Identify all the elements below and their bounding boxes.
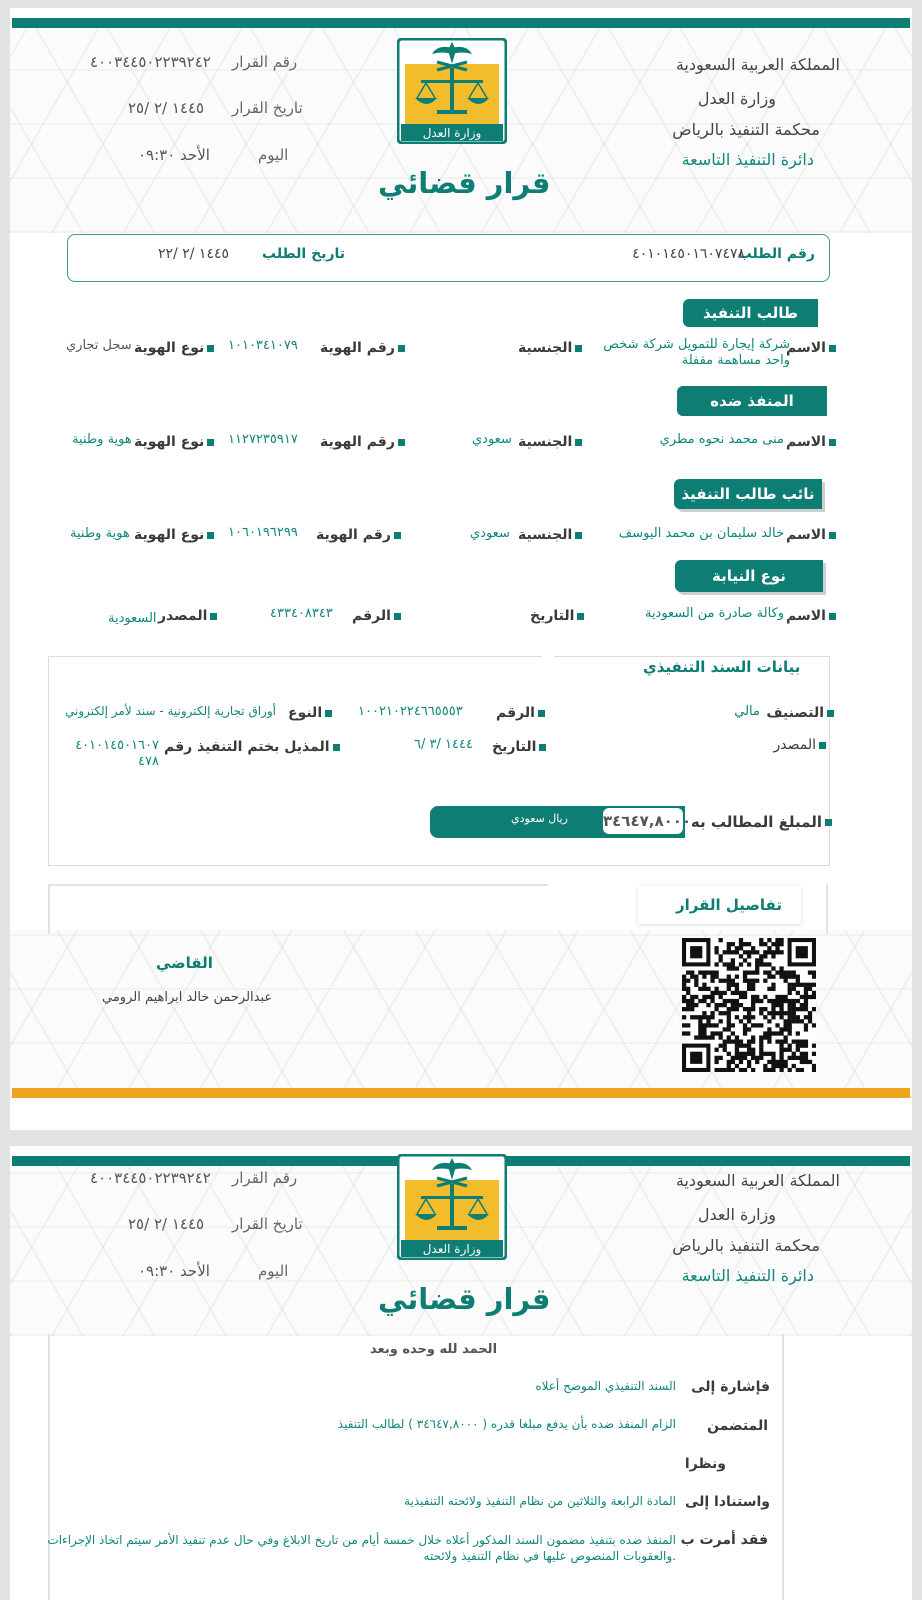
top-teal-bar <box>12 18 910 28</box>
deputy-nationality: سعودي <box>470 526 510 541</box>
ordered-label: فقد أمرت ب <box>680 1532 768 1548</box>
respondent-id-type-label: نوع الهوية <box>134 434 214 450</box>
circuit-name-2: دائرة التنفيذ التاسعة <box>681 1266 814 1285</box>
representation-source: السعودية <box>108 611 157 626</box>
day-label: اليوم <box>258 146 289 164</box>
bond-type: أوراق تجارية إلكترونية - سند لأمر إلكتروني <box>65 704 277 718</box>
country-name: المملكة العربية السعودية <box>675 55 840 74</box>
deputy-name: خالد سليمان بن محمد اليوسف <box>618 526 784 541</box>
representation-number: ٤٣٣٤٠٨٣٤٣ <box>270 606 333 621</box>
respondent-name-label: الاسم <box>786 434 836 450</box>
bond-section-title: بيانات السند التنفيذي <box>643 658 801 676</box>
bottom-orange-bar <box>12 1088 910 1098</box>
details-left-line <box>48 884 50 934</box>
request-number: ٤٠١٠١٤٥٠١٦٠٧٤٧٨ <box>632 246 745 262</box>
judge-label: القاضي <box>156 954 213 972</box>
details-title: تفاصيل القرار <box>676 896 782 914</box>
amount-currency: ريال سعودي <box>511 812 568 825</box>
page-title: قرار قضائي <box>378 166 551 200</box>
ministry-of-justice-logo-2 <box>397 1154 507 1260</box>
request-number-label: رقم الطلب <box>737 246 815 262</box>
day-value-2: الأحد ٠٩:٣٠ <box>138 1262 210 1280</box>
logo-text-2: وزارة العدل <box>422 1242 482 1256</box>
deputy-name-label: الاسم <box>786 527 836 543</box>
page-title-2: قرار قضائي <box>378 1282 551 1316</box>
tab-representation-type: نوع النيابة <box>675 560 823 592</box>
tab-respondent: المنفذ ضده <box>677 386 827 416</box>
decision-page-1 <box>10 8 912 1130</box>
representation-name-label: الاسم <box>786 608 836 624</box>
tab-applicant: طالب التنفيذ <box>683 299 818 327</box>
respondent-nationality: سعودي <box>472 432 512 447</box>
circuit-name: دائرة التنفيذ التاسعة <box>681 150 814 169</box>
country-name-2: المملكة العربية السعودية <box>675 1171 840 1190</box>
ministry-name: وزارة العدل <box>697 89 776 108</box>
amount-label: المبلغ المطالب به <box>691 813 832 831</box>
bond-class-label: التصنيف <box>766 705 834 721</box>
deputy-id: ١٠٦٠١٩٦٢٩٩ <box>228 525 298 540</box>
decision-number-label-2: رقم القرار <box>232 1169 298 1187</box>
decision-date-2: ١٤٤٥ /٢ /٢٥ <box>128 1215 205 1233</box>
applicant-name-label: الاسم <box>786 340 836 356</box>
applicant-id-type-label: نوع الهوية <box>134 340 214 356</box>
applicant-name: شركة إيجارة للتمويل شركة شخص واحد مساهمة مقفلة <box>603 337 790 368</box>
request-date: ١٤٤٥ /٢ /٢٢ <box>158 246 229 262</box>
applicant-id-label: رقم الهوية <box>320 340 405 356</box>
praise-text: الحمد لله وحده وبعد <box>370 1342 498 1357</box>
deputy-nationality-label: الجنسية <box>518 527 582 543</box>
respondent-id-type: هوية وطنية <box>72 432 132 447</box>
day-label-2: اليوم <box>258 1262 289 1280</box>
representation-number-label: الرقم <box>352 608 401 624</box>
amount-value: ٣٤٦٤٧,٨٠٠٠ <box>603 808 683 834</box>
bond-stamped-label: المذيل بختم التنفيذ رقم <box>164 739 340 755</box>
reference-text: السند التنفيذي الموضح أعلاه <box>535 1379 676 1393</box>
decision-number-2: ٤٠٠٣٤٤٥٠٢٢٣٩٢٤٢ <box>90 1169 211 1187</box>
bond-stamped-number: ٤٠١٠١٤٥٠١٦٠٧ ٤٧٨ <box>75 738 159 769</box>
day-value: الأحد ٠٩:٣٠ <box>138 146 210 164</box>
decision-number-label: رقم القرار <box>232 53 298 71</box>
ordered-text: المنفذ ضده بتنفيذ مضمون السند المذكور أعلاه خلال خمسة أيام من تاريخ الابلاغ وفي حال عدم تنفيذ الأمر سيتم اتخاذ الإجراءات والعقوبات المنصوص عليها في نظام التنفيذ ولائحته. <box>47 1533 676 1563</box>
includes-text: الزام المنفذ ضده بأن يدفع مبلغا قدره ( ٣٤٦٤٧,٨٠٠٠ ) لطالب التنفيذ <box>337 1417 676 1431</box>
deputy-id-type-label: نوع الهوية <box>134 527 214 543</box>
decision-date: ١٤٤٥ /٢ /٢٥ <box>128 99 205 117</box>
body-right-line <box>782 1334 784 1600</box>
ministry-name-2: وزارة العدل <box>697 1205 776 1224</box>
reference-label: فإشارة إلى <box>691 1379 770 1395</box>
includes-label: المتضمن <box>707 1418 768 1434</box>
ministry-of-justice-logo <box>397 38 507 144</box>
decision-number: ٤٠٠٣٤٤٥٠٢٢٣٩٢٤٢ <box>90 53 211 71</box>
applicant-id-type: سجل تجاري <box>66 338 132 353</box>
respondent-id-label: رقم الهوية <box>320 434 405 450</box>
details-right-line <box>826 884 828 934</box>
bond-number-label: الرقم <box>496 705 545 721</box>
qr-code <box>682 938 816 1072</box>
bond-source-label: المصدر <box>774 737 827 753</box>
based-on-text: المادة الرابعة والثلاثين من نظام التنفيذ ولائحته التنفيذية <box>404 1494 676 1508</box>
request-info-box <box>67 234 830 282</box>
since-label: ونظرا <box>684 1456 726 1472</box>
request-date-label: تاريخ الطلب <box>262 246 346 262</box>
decision-date-label-2: تاريخ القرار <box>232 1215 303 1233</box>
panel-gap <box>542 649 554 661</box>
deputy-id-type: هوية وطنية <box>70 526 130 541</box>
representation-date-label: التاريخ <box>530 608 584 624</box>
respondent-id: ١١٢٧٢٣٥٩١٧ <box>228 432 298 447</box>
bond-date-label: التاريخ <box>492 739 546 755</box>
deputy-id-label: رقم الهوية <box>316 527 401 543</box>
representation-name: وكالة صادرة من السعودية <box>644 606 784 621</box>
bond-class: مالي <box>734 704 760 719</box>
judge-name: عبدالرحمن خالد ابراهيم الرومي <box>102 990 273 1005</box>
applicant-nationality-label: الجنسية <box>518 340 582 356</box>
bond-type-label: النوع <box>288 705 332 721</box>
logo-text: وزارة العدل <box>422 126 482 140</box>
representation-source-label: المصدر <box>158 608 217 624</box>
tab-deputy: نائب طالب التنفيذ <box>674 479 822 509</box>
based-on-label: واستنادا إلى <box>684 1494 770 1510</box>
decision-page-2 <box>10 1146 912 1600</box>
court-name-2: محكمة التنفيذ بالرياض <box>672 1236 820 1255</box>
bond-number: ١٠٠٢١٠٢٢٤٦٦٥٥٥٣ <box>358 704 463 719</box>
court-name: محكمة التنفيذ بالرياض <box>672 120 820 139</box>
decision-date-label: تاريخ القرار <box>232 99 303 117</box>
respondent-name: منى محمد نحوه مطري <box>659 432 784 447</box>
details-top-line <box>48 884 548 886</box>
applicant-id: ١٠١٠٣٤١٠٧٩ <box>228 338 298 353</box>
bond-date: ١٤٤٤ /٣ /٦ <box>414 737 473 752</box>
respondent-nationality-label: الجنسية <box>518 434 582 450</box>
